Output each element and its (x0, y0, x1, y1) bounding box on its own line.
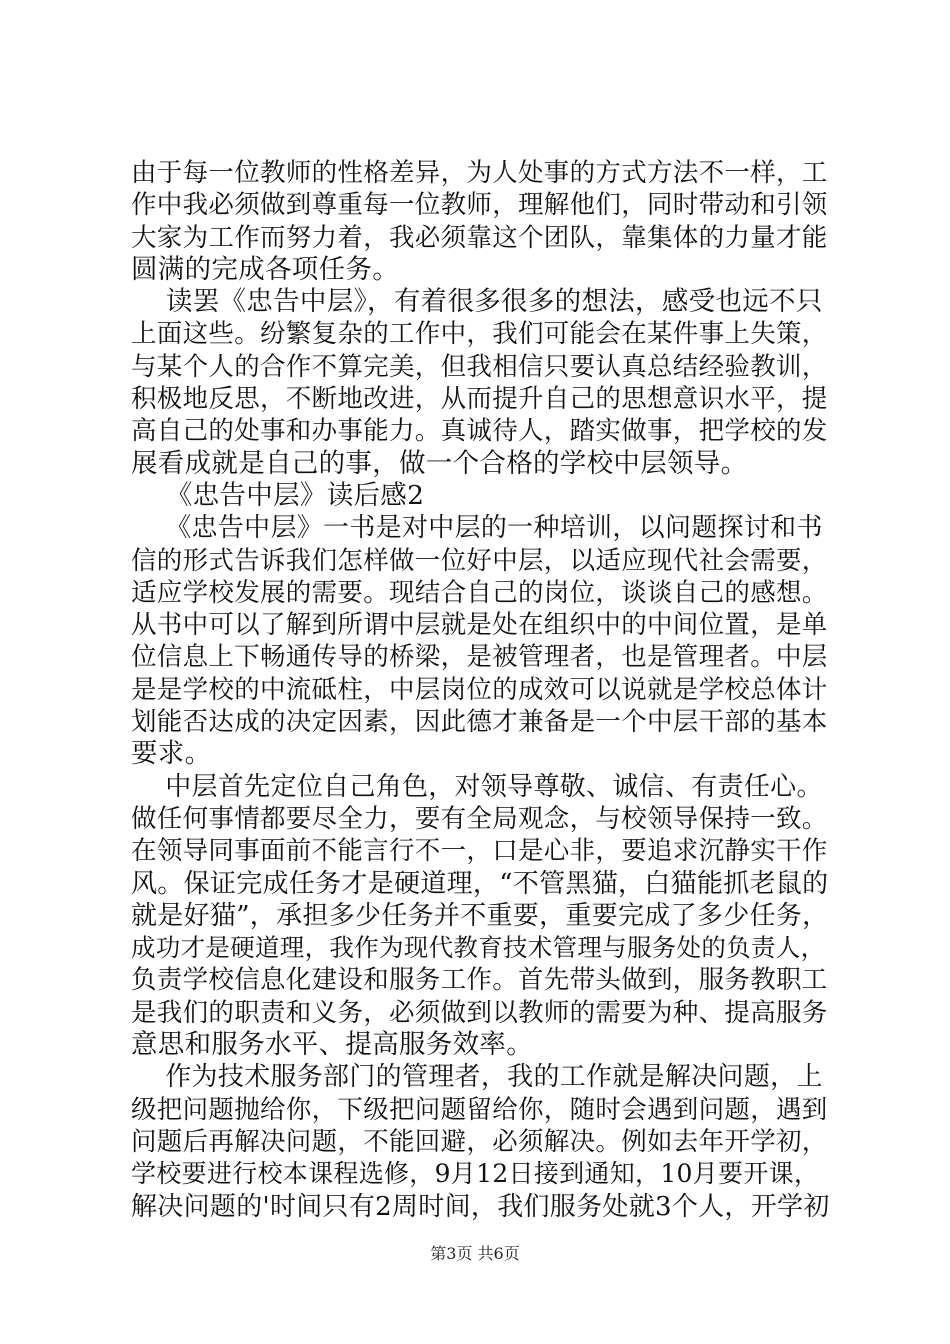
text-line: 就是好猫”，承担多少任务并不重要，重要完成了多少任务， (131, 900, 829, 931)
body-text (131, 157, 831, 1223)
text-line: 《忠告中层》一书是对中层的一种培训，以问题探讨和书 (131, 513, 823, 544)
text-line: 读罢《忠告中层》，有着很多很多的想法，感受也远不只 (131, 286, 823, 318)
text-line: 位信息上下畅通传导的桥梁，是被管理者，也是管理者。中层 (131, 642, 828, 673)
text-line: 要求。 (131, 738, 212, 770)
text-line: 是我们的职责和义务，必须做到以教师的需要为种、提高服务 (131, 997, 828, 1028)
text-line: 作为技术服务部门的管理者，我的工作就是解决问题，上 (131, 1062, 823, 1093)
text-line: 意思和服务水平、提高服务效率。 (131, 1029, 533, 1061)
text-line: 解决问题的'时间只有2周时间，我们服务处就3个人，开学初 (131, 1191, 830, 1222)
text-line: 做任何事情都要尽全力，要有全局观念，与校领导保持一致。 (131, 803, 828, 834)
text-line: 作中我必须做到尊重每一位教师，理解他们，同时带动和引领 (131, 190, 828, 221)
text-line: 问题后再解决问题，不能回避，必须解决。例如去年开学初， (131, 1126, 828, 1157)
text-line: 学校要进行校本课程选修，9月12日接到通知，10月要开课， (131, 1159, 820, 1189)
text-line: 在领导同事面前不能言行不一，口是心非，要追求沉静实干作 (131, 836, 828, 867)
text-line: 风。保证完成任务才是硬道理，“不管黑猫，白猫能抓老鼠的 (131, 868, 829, 899)
page-footer: 第3页 共6页 (430, 1244, 520, 1263)
text-line: 是是学校的中流砥柱，中层岗位的成效可以说就是学校总体计 (131, 674, 828, 705)
text-line: 大家为工作而努力着，我必须靠这个团队，靠集体的力量才能 (131, 222, 828, 253)
text-line: 与某个人的合作不算完美，但我相信只要认真总结经验教训， (131, 351, 828, 382)
text-line: 信的形式告诉我们怎样做一位好中层，以适应现代社会需要， (131, 545, 828, 576)
text-line: 展看成就是自己的事，做一个合格的学校中层领导。 (131, 447, 748, 479)
text-line: 从书中可以了解到所谓中层就是处在组织中的中间位置，是单 (131, 610, 828, 641)
text-line: 中层首先定位自己角色，对领导尊敬、诚信、有责任心。 (131, 771, 823, 802)
text-line: 上面这些。纷繁复杂的工作中，我们可能会在某件事上失策， (131, 319, 828, 350)
text-line: 由于每一位教师的性格差异，为人处事的方式方法不一样，工 (131, 158, 828, 188)
text-line: 负责学校信息化建设和服务工作。首先带头做到，服务教职工 (131, 965, 828, 996)
text-line: 高自己的处事和办事能力。真诚待人，踏实做事，把学校的发 (131, 416, 828, 447)
text-line: 圆满的完成各项任务。 (131, 253, 399, 285)
text-line: 划能否达成的决定因素，因此德才兼备是一个中层干部的基本 (131, 707, 828, 738)
text-line: 成功才是硬道理，我作为现代教育技术管理与服务处的负责人， (131, 933, 826, 963)
text-line: 适应学校发展的需要。现结合自己的岗位，谈谈自己的感想。 (131, 577, 828, 608)
text-line: 级把问题抛给你，下级把问题留给你，随时会遇到问题，遇到 (131, 1094, 828, 1125)
section-heading: 《忠告中层》读后感2 (131, 479, 425, 511)
text-line: 积极地反思，不断地改进，从而提升自己的思想意识水平，提 (131, 384, 828, 415)
